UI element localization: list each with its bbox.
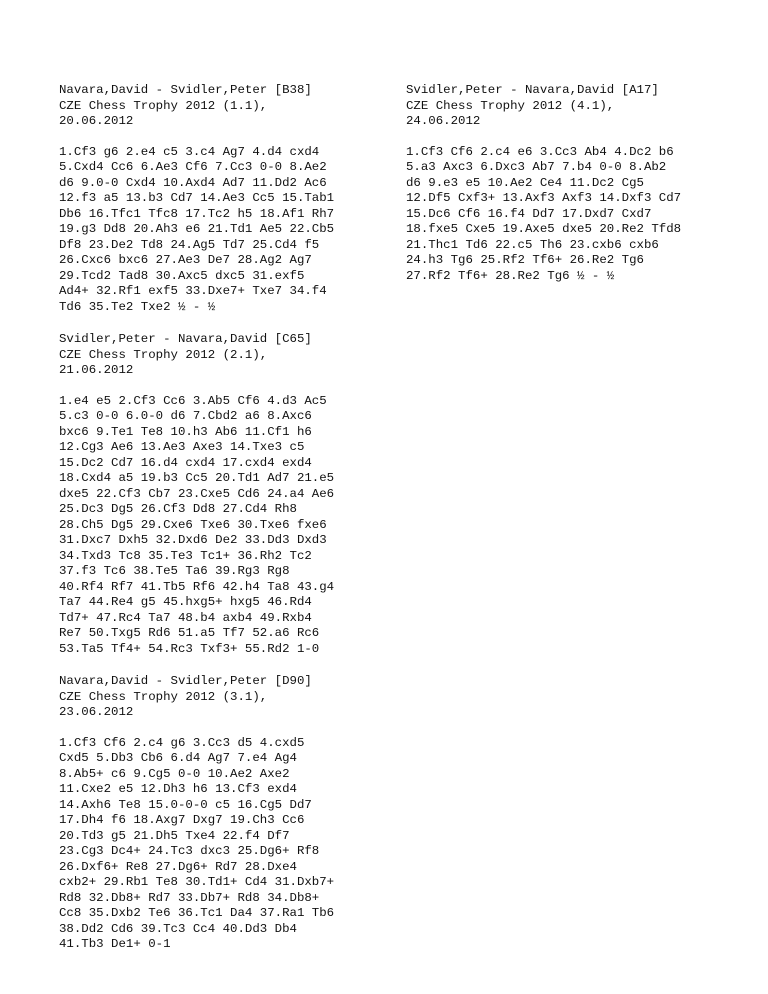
game-svidler-navara-c65 bbox=[59, 332, 384, 657]
move-line: 38.Dd2 Cd6 39.Tc3 Cc4 40.Dd3 Db4 bbox=[59, 921, 297, 936]
move-line: 15.Dc6 Cf6 16.f4 Dd7 17.Dxd7 Cxd7 bbox=[406, 206, 652, 221]
move-line: 41.Tb3 De1+ 0-1 bbox=[59, 937, 171, 951]
move-line: Ad4+ 32.Rf1 exf5 33.Dxe7+ Txe7 34.f4 bbox=[59, 284, 327, 298]
move-line: Re7 50.Txg5 Rd6 51.a5 Tf7 52.a6 Rc6 bbox=[59, 626, 320, 640]
move-line: 5.a3 Axc3 6.Dxc3 Ab7 7.b4 0-0 8.Ab2 bbox=[406, 160, 667, 174]
game-event: CZE Chess Trophy 2012 (4.1), bbox=[406, 98, 615, 113]
move-line: 29.Tcd2 Tad8 30.Axc5 dxc5 31.exf5 bbox=[59, 268, 305, 283]
right-column bbox=[406, 83, 736, 301]
move-line: 1.Cf3 g6 2.e4 c5 3.c4 Ag7 4.d4 cxd4 bbox=[59, 144, 320, 159]
move-line: 12.f3 a5 13.b3 Cd7 14.Ae3 Cc5 15.Tab1 bbox=[59, 191, 335, 205]
game-moves bbox=[406, 145, 736, 285]
move-line: bxc6 9.Te1 Te8 10.h3 Ab6 11.Cf1 h6 bbox=[59, 424, 312, 439]
game-date: 21.06.2012 bbox=[59, 363, 134, 377]
game-date: 24.06.2012 bbox=[406, 114, 481, 128]
move-line: 1.e4 e5 2.Cf3 Cc6 3.Ab5 Cf6 4.d3 Ac5 bbox=[59, 393, 327, 408]
move-line: 25.Dc3 Dg5 26.Cf3 Dd8 27.Cd4 Rh8 bbox=[59, 502, 297, 516]
move-line: Df8 23.De2 Td8 24.Ag5 Td7 25.Cd4 f5 bbox=[59, 237, 320, 252]
game-players: Svidler,Peter - Navara,David [A17] bbox=[406, 83, 659, 97]
move-line: 5.c3 0-0 6.0-0 d6 7.Cbd2 a6 8.Axc6 bbox=[59, 409, 312, 423]
game-date: 20.06.2012 bbox=[59, 114, 134, 128]
move-line: 18.Cxd4 a5 19.b3 Cc5 20.Td1 Ad7 21.e5 bbox=[59, 471, 335, 485]
move-line: 12.Df5 Cxf3+ 13.Axf3 Axf3 14.Dxf3 Cd7 bbox=[406, 191, 682, 205]
move-line: Db6 16.Tfc1 Tfc8 17.Tc2 h5 18.Af1 Rh7 bbox=[59, 206, 335, 221]
move-line: 8.Ab5+ c6 9.Cg5 0-0 10.Ae2 Axe2 bbox=[59, 766, 290, 781]
move-line: 1.Cf3 Cf6 2.c4 g6 3.Cc3 d5 4.cxd5 bbox=[59, 735, 305, 750]
game-date: 23.06.2012 bbox=[59, 705, 134, 719]
move-line: 53.Ta5 Tf4+ 54.Rc3 Txf3+ 55.Rd2 1-0 bbox=[59, 641, 320, 656]
move-line: Ta7 44.Re4 g5 45.hxg5+ hxg5 46.Rd4 bbox=[59, 595, 312, 609]
move-line: 5.Cxd4 Cc6 6.Ae3 Cf6 7.Cc3 0-0 8.Ae2 bbox=[59, 160, 327, 174]
move-line: 17.Dh4 f6 18.Axg7 Dxg7 19.Ch3 Cc6 bbox=[59, 813, 305, 827]
move-line: 34.Txd3 Tc8 35.Te3 Tc1+ 36.Rh2 Tc2 bbox=[59, 548, 312, 563]
move-line: d6 9.e3 e5 10.Ae2 Ce4 11.Dc2 Cg5 bbox=[406, 175, 644, 190]
game-svidler-navara-a17 bbox=[406, 83, 736, 284]
game-navara-svidler-b38 bbox=[59, 83, 384, 315]
move-line: 40.Rf4 Rf7 41.Tb5 Rf6 42.h4 Ta8 43.g4 bbox=[59, 579, 335, 594]
move-line: dxe5 22.Cf3 Cb7 23.Cxe5 Cd6 24.a4 Ae6 bbox=[59, 486, 335, 501]
move-line: Td6 35.Te2 Txe2 ½ - ½ bbox=[59, 299, 216, 314]
game-event: CZE Chess Trophy 2012 (1.1), bbox=[59, 98, 268, 113]
game-players: Navara,David - Svidler,Peter [D90] bbox=[59, 674, 312, 688]
game-players: Svidler,Peter - Navara,David [C65] bbox=[59, 332, 312, 346]
move-line: 14.Axh6 Te8 15.0-0-0 c5 16.Cg5 Dd7 bbox=[59, 797, 312, 812]
move-line: 37.f3 Tc6 38.Te5 Ta6 39.Rg3 Rg8 bbox=[59, 564, 290, 578]
move-line: 12.Cg3 Ae6 13.Ae3 Axe3 14.Txe3 c5 bbox=[59, 440, 305, 454]
move-line: Td7+ 47.Rc4 Ta7 48.b4 axb4 49.Rxb4 bbox=[59, 610, 312, 625]
move-line: 24.h3 Tg6 25.Rf2 Tf6+ 26.Re2 Tg6 bbox=[406, 253, 644, 267]
game-navara-svidler-d90 bbox=[59, 674, 384, 953]
game-event: CZE Chess Trophy 2012 (3.1), bbox=[59, 689, 268, 704]
move-line: 31.Dxc7 Dxh5 32.Dxd6 De2 33.Dd3 Dxd3 bbox=[59, 533, 327, 547]
move-line: 27.Rf2 Tf6+ 28.Re2 Tg6 ½ - ½ bbox=[406, 268, 615, 283]
move-line: 1.Cf3 Cf6 2.c4 e6 3.Cc3 Ab4 4.Dc2 b6 bbox=[406, 144, 674, 159]
move-line: 15.Dc2 Cd7 16.d4 cxd4 17.cxd4 exd4 bbox=[59, 455, 312, 470]
move-line: 26.Cxc6 bxc6 27.Ae3 De7 28.Ag2 Ag7 bbox=[59, 253, 312, 267]
game-moves bbox=[59, 736, 384, 953]
move-line: 20.Td3 g5 21.Dh5 Txe4 22.f4 Df7 bbox=[59, 828, 290, 843]
move-line: Cxd5 5.Db3 Cb6 6.d4 Ag7 7.e4 Ag4 bbox=[59, 751, 297, 765]
left-column bbox=[59, 83, 384, 970]
game-players: Navara,David - Svidler,Peter [B38] bbox=[59, 83, 312, 97]
game-moves bbox=[59, 145, 384, 316]
game-moves bbox=[59, 394, 384, 658]
move-line: 21.Thc1 Td6 22.c5 Th6 23.cxb6 cxb6 bbox=[406, 237, 659, 252]
move-line: Rd8 32.Db8+ Rd7 33.Db7+ Rd8 34.Db8+ bbox=[59, 890, 320, 905]
move-line: 23.Cg3 Dc4+ 24.Tc3 dxc3 25.Dg6+ Rf8 bbox=[59, 844, 320, 858]
move-line: 11.Cxe2 e5 12.Dh3 h6 13.Cf3 exd4 bbox=[59, 782, 297, 796]
move-line: 28.Ch5 Dg5 29.Cxe6 Txe6 30.Txe6 fxe6 bbox=[59, 517, 327, 532]
move-line: d6 9.0-0 Cxd4 10.Axd4 Ad7 11.Dd2 Ac6 bbox=[59, 175, 327, 190]
move-line: 19.g3 Dd8 20.Ah3 e6 21.Td1 Ae5 22.Cb5 bbox=[59, 222, 335, 236]
move-line: cxb2+ 29.Rb1 Te8 30.Td1+ Cd4 31.Dxb7+ bbox=[59, 875, 335, 889]
move-line: Cc8 35.Dxb2 Te6 36.Tc1 Da4 37.Ra1 Tb6 bbox=[59, 906, 335, 920]
move-line: 18.fxe5 Cxe5 19.Axe5 dxe5 20.Re2 Tfd8 bbox=[406, 222, 682, 236]
move-line: 26.Dxf6+ Re8 27.Dg6+ Rd7 28.Dxe4 bbox=[59, 859, 297, 874]
game-event: CZE Chess Trophy 2012 (2.1), bbox=[59, 347, 268, 362]
